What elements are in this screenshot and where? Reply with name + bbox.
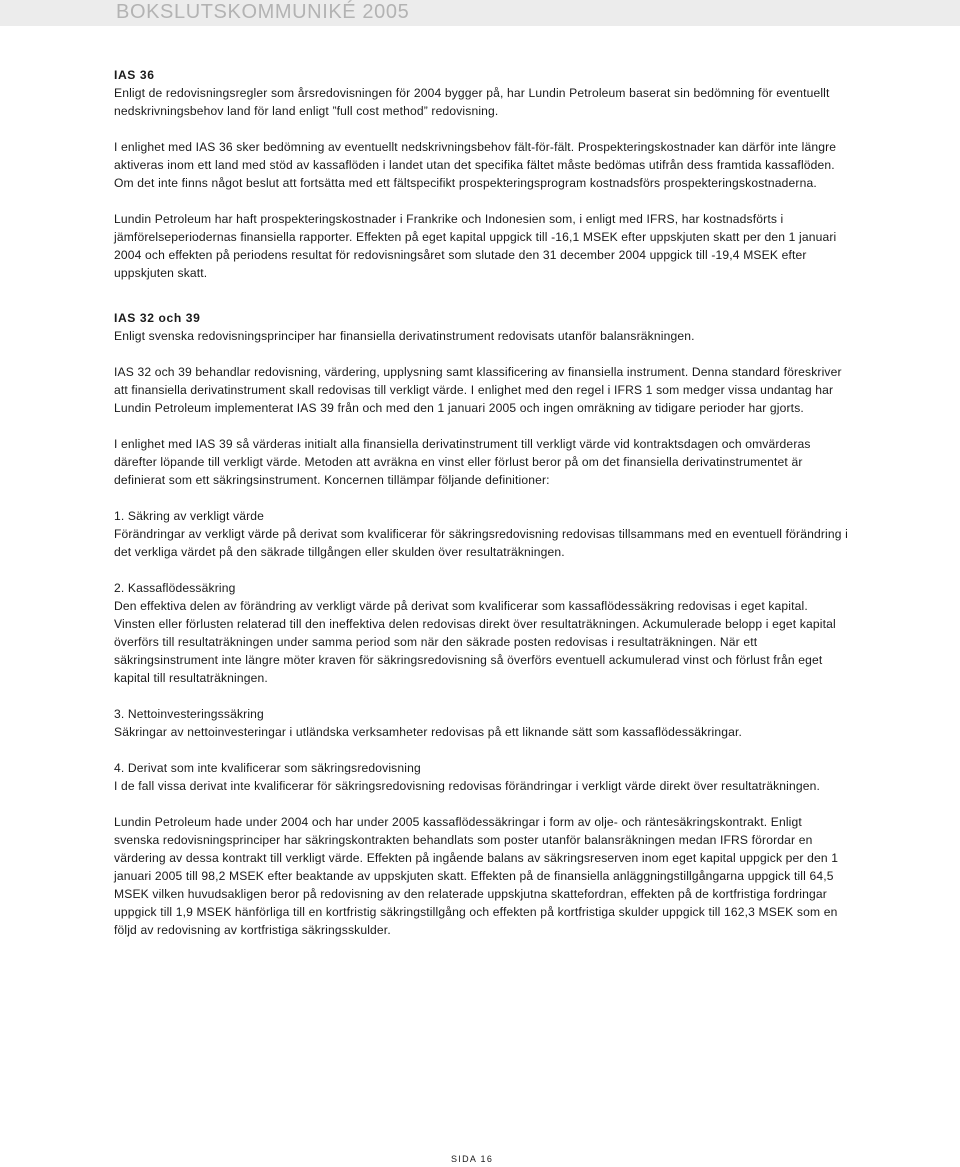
section-ias-32-39 [114, 309, 849, 345]
paragraph: Den effektiva delen av förändring av verkligt värde på derivat som kvalificerar som kassaflödessäkring redovisas i eget kapital. Vinsten eller förlusten relaterad till den ineffektiva delen redovisas direkt över resultaträkningen. Ackumulerade belopp i eget kapital överförs till resultaträkningen under samma period som när den säkrade posten redovisas i resultaträkningen. När ett säkringsinstrument inte längre möter kraven för säkringsredovisning så överförs eventuell ackumulerad vinst och förlust från eget kapital till resultaträkningen. [114, 599, 836, 685]
document-title: BOKSLUTSKOMMUNIKÉ 2005 [116, 1, 410, 23]
paragraph: Förändringar av verkligt värde på derivat som kvalificerar för säkringsredovisning redovisas tillsammans med en eventuell förändring i det verkliga värdet på den säkrade tillgången eller skulden över resultaträkningen. [114, 527, 848, 559]
paragraph-block [114, 813, 849, 939]
definition-cash-flow-hedge [114, 579, 849, 687]
paragraph-block [114, 138, 849, 192]
paragraph: Enligt de redovisningsregler som årsredovisningen för 2004 bygger på, har Lundin Petroleum baserat sin bedömning för eventuellt nedskrivningsbehov land för land enligt ”full cost method” redovisning. [114, 86, 830, 118]
definition-heading: 2. Kassaflödessäkring [114, 581, 236, 595]
paragraph-block [114, 435, 849, 489]
definition-heading: 1. Säkring av verkligt värde [114, 509, 265, 523]
section-heading: IAS 32 och 39 [114, 311, 201, 325]
paragraph: Säkringar av nettoinvesteringar i utländska verksamheter redovisas på ett liknande sätt som kassaflödessäkringar. [114, 725, 742, 739]
paragraph-block [114, 210, 849, 282]
paragraph: IAS 32 och 39 behandlar redovisning, värdering, upplysning samt klassificering av finansiella instrument. Denna standard föreskriver att finansiella derivatinstrument skall redovisas till verkligt värde. I enlighet med den regel i IFRS 1 som medger vissa undantag har Lundin Petroleum implementerat IAS 39 från och med den 1 januari 2005 och ingen omräkning av tidigare perioder har gjorts. [114, 365, 842, 415]
paragraph: I de fall vissa derivat inte kvalificerar för säkringsredovisning redovisas förändringar i verkligt värde direkt över resultaträkningen. [114, 779, 821, 793]
header-band [0, 0, 960, 26]
paragraph: I enlighet med IAS 36 sker bedömning av eventuellt nedskrivningsbehov fält-för-fält. Prospekteringskostnader kan därför inte längre aktiveras inom ett land med stöd av kassaflöden i landet utan det specifika fältet måste bedömas utifrån dess framtida kassaflöden. Om det inte finns något beslut att fortsätta med ett fältspecifikt prospekteringsprogram kostnadsförs prospekteringskostnaderna. [114, 140, 837, 190]
definition-net-investment-hedge [114, 705, 849, 741]
page-number: SIDA 16 [451, 1154, 494, 1164]
definition-heading: 3. Nettoinvesteringssäkring [114, 707, 264, 721]
paragraph: I enlighet med IAS 39 så värderas initialt alla finansiella derivatinstrument till verkligt värde vid kontraktsdagen och omvärderas därefter löpande till verkligt värde. Metoden att avräkna en vinst eller förlust beror på om det finansiella derivatinstrumentet är definierat som ett säkringsinstrument. Koncernen tillämpar följande definitioner: [114, 437, 811, 487]
paragraph: Lundin Petroleum hade under 2004 och har under 2005 kassaflödessäkringar i form av olje- och räntesäkringskontrakt. Enligt svenska redovisningsprinciper har säkringskontrakten behandlats som poster utanför balansräkningen medan IFRS förordar en värdering av dessa kontrakt till verkligt värde. Effekten på ingående balans av säkringsreserven inom eget kapital uppgick per den 1 januari 2005 till 98,2 MSEK efter beaktande av uppskjuten skatt. Effekten på de finansiella anläggningstillgångarna uppgick till 64,5 MSEK vilken huvudsakligen beror på redovisning av den relaterade uppskjutna skattefordran, effekten på de kortfristiga fordringar uppgick till 1,9 MSEK hänförliga till en kortfristig säkringstillgång och effekten på kortfristiga skulder uppgick till 162,3 MSEK som en följd av redovisning av kortfristiga säkringsskulder. [114, 815, 839, 937]
document-body [114, 66, 849, 957]
section-ias-36 [114, 66, 849, 120]
paragraph: Enligt svenska redovisningsprinciper har finansiella derivatinstrument redovisats utanför balansräkningen. [114, 329, 695, 343]
paragraph: Lundin Petroleum har haft prospekteringskostnader i Frankrike och Indonesien som, i enligt med IFRS, har kostnadsförts i jämförelseperiodernas finansiella rapporter. Effekten på eget kapital uppgick till -16,1 MSEK efter uppskjuten skatt per den 1 januari 2004 och effekten på periodens resultat för redovisningsåret som slutade den 31 december 2004 uppgick till -19,4 MSEK efter uppskjuten skatt. [114, 212, 837, 280]
paragraph-block [114, 363, 849, 417]
definition-fair-value-hedge [114, 507, 849, 561]
section-heading: IAS 36 [114, 68, 155, 82]
definition-non-qualifying-derivatives [114, 759, 849, 795]
definition-heading: 4. Derivat som inte kvalificerar som säkringsredovisning [114, 761, 421, 775]
